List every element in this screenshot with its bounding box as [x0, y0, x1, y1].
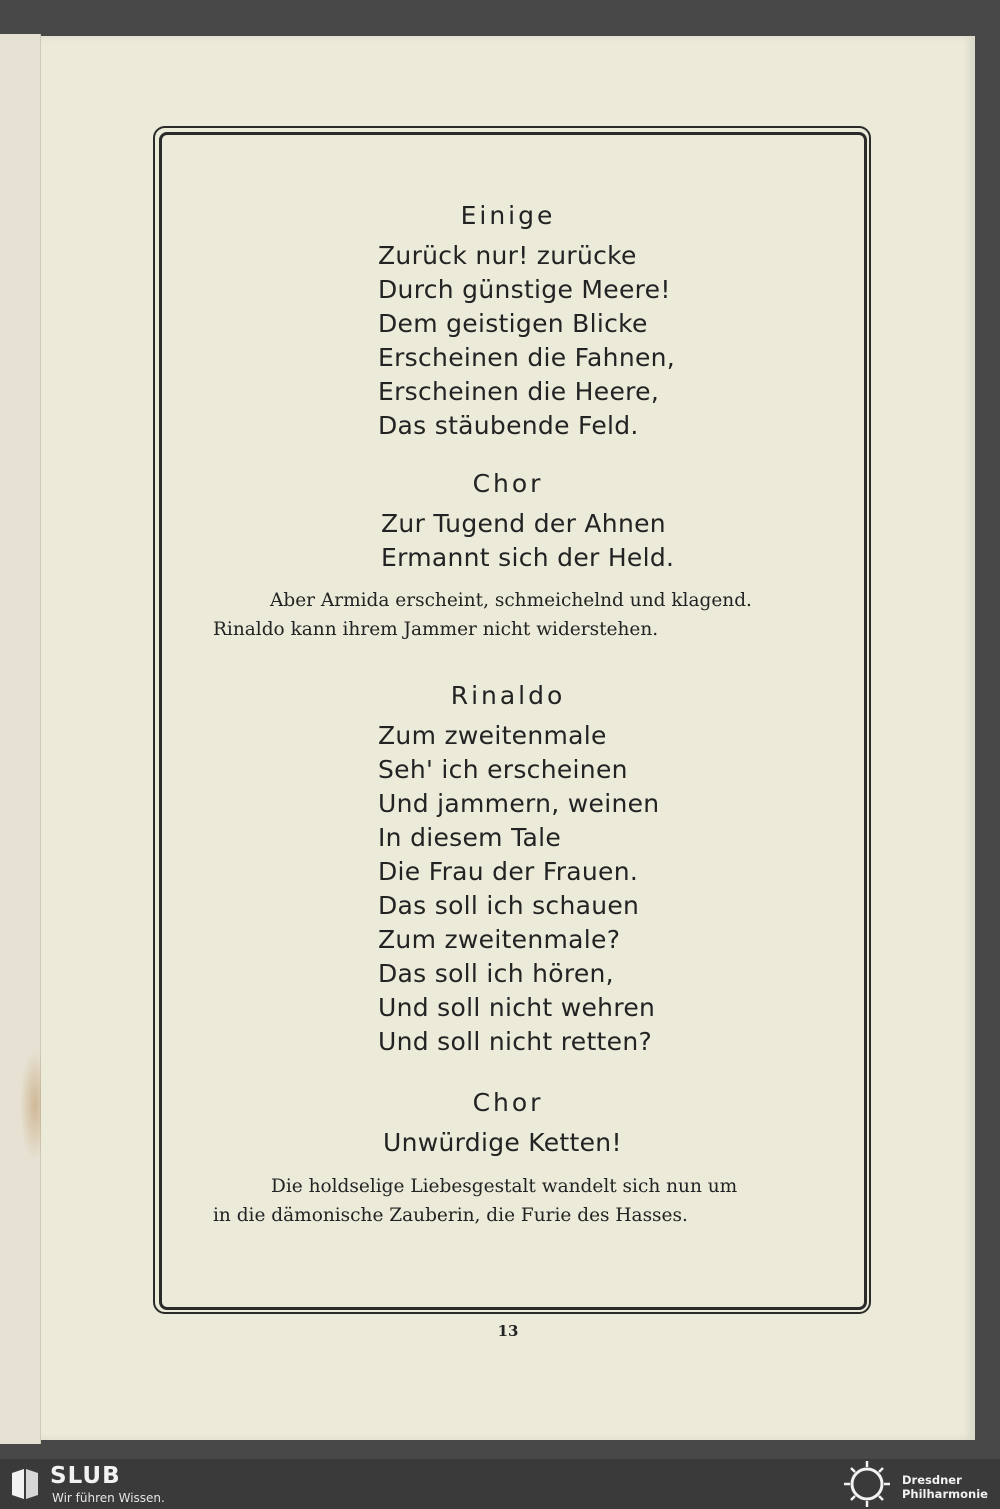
verse-line: Zurück nur! zurücke	[378, 241, 637, 270]
page-text	[41, 36, 975, 1440]
verse-line: Erscheinen die Heere,	[378, 377, 660, 406]
verse-line: Die Frau der Frauen.	[378, 857, 639, 886]
verse-line: Das soll ich schauen	[378, 891, 640, 920]
facing-page-edge	[0, 34, 41, 1444]
verse-line: Dem geistigen Blicke	[378, 309, 648, 338]
verse-line: Das soll ich hören,	[378, 959, 614, 988]
page-number: 13	[497, 1322, 519, 1340]
stage-direction	[213, 586, 803, 644]
verse-chor-2	[383, 1126, 783, 1160]
slub-logo-icon	[10, 1467, 40, 1501]
slub-logo-text[interactable]: SLUB	[50, 1463, 121, 1489]
direction-line: Die holdselige Liebesgestalt wandelt sich nun um	[271, 1176, 738, 1197]
verse-line: Ermannt sich der Held.	[381, 543, 675, 572]
verse-line: Unwürdige Ketten!	[383, 1128, 622, 1157]
speaker-heading-einige: Einige	[460, 201, 556, 230]
verse-einige	[378, 239, 778, 443]
speaker-heading-rinaldo: Rinaldo	[450, 681, 566, 710]
partner-line: Dresdner	[902, 1473, 962, 1487]
verse-line: Und jammern, weinen	[378, 789, 660, 818]
speaker-heading-chor: Chor	[472, 469, 544, 498]
verse-line: Und soll nicht retten?	[378, 1027, 653, 1056]
dresdner-philharmonie-logo-icon	[840, 1459, 894, 1509]
direction-line: in die dämonische Zauberin, die Furie des Hasses.	[213, 1205, 688, 1226]
verse-line: Seh' ich erscheinen	[378, 755, 628, 784]
verse-line: In diesem Tale	[378, 823, 562, 852]
verse-line: Das stäubende Feld.	[378, 411, 639, 440]
verse-line: Zum zweitenmale	[378, 721, 607, 750]
partner-line: Philharmonie	[902, 1487, 988, 1501]
direction-line: Aber Armida erscheint, schmeichelnd und klagend.	[270, 590, 752, 611]
verse-line: Erscheinen die Fahnen,	[378, 343, 676, 372]
verse-rinaldo	[378, 719, 778, 1059]
direction-line: Rinaldo kann ihrem Jammer nicht widerstehen.	[213, 619, 659, 640]
speaker-heading-chor-2: Chor	[472, 1088, 544, 1117]
verse-line: Durch günstige Meere!	[378, 275, 671, 304]
slub-slogan: Wir führen Wissen.	[52, 1491, 165, 1505]
verse-chor	[381, 507, 781, 575]
verse-line: Zur Tugend der Ahnen	[381, 509, 666, 538]
dresdner-philharmonie-text[interactable]	[902, 1473, 988, 1501]
stage-direction-2	[213, 1172, 803, 1230]
viewer-footer	[0, 1459, 1000, 1509]
verse-line: Zum zweitenmale?	[378, 925, 621, 954]
verse-line: Und soll nicht wehren	[378, 993, 656, 1022]
